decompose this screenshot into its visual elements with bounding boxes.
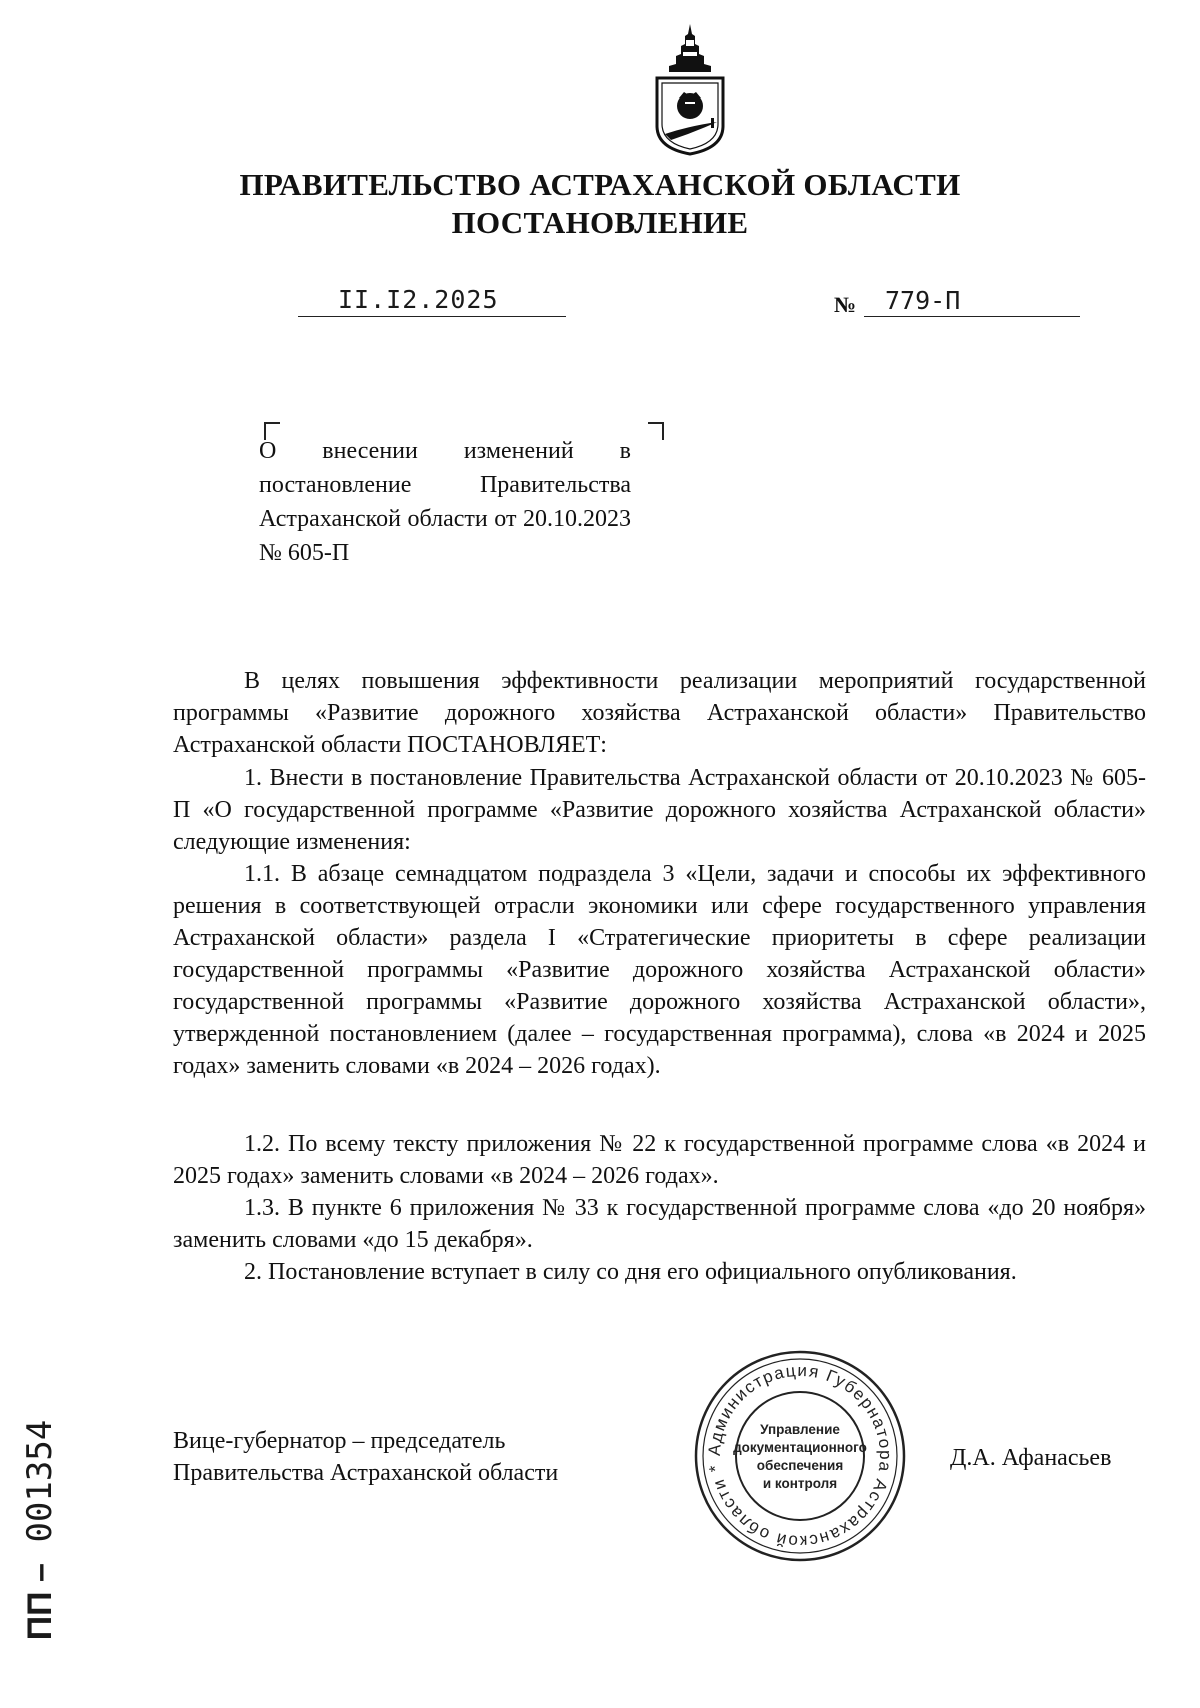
official-seal — [690, 1348, 910, 1564]
seal-ring-text: Администрация Губернатора Астраханской области * — [704, 1360, 896, 1552]
clause-1-1: 1.1. В абзаце семнадцатом подраздела 3 «Цели, задачи и способы их эффективного решения в соответствующей отрасли экономики или сфере государственного управления Астраханской области» раздела I «Стратегические приоритеты в сфере реализации государственной программы «Развитие дорожного хозяйства Астраханской области» государственной программы «Развитие дорожного хозяйства Астраханской области», утвержденной постановлением (далее – государственная программа), слова «в 2024 и 2025 годах» заменить словами «в 2024 – 2026 годах). — [173, 861, 1146, 1079]
intro-paragraph: В целях повышения эффективности реализации мероприятий государственной программы «Развитие дорожного хозяйства Астраханской области» Правительство Астраханской области ПОСТАНОВЛЯЕТ: — [173, 668, 1146, 758]
document-number: 779-П — [885, 286, 961, 315]
seal-center-line2: документационного — [733, 1440, 867, 1455]
subject-corner-right — [648, 422, 664, 440]
registration-digits: 001354 — [20, 1419, 60, 1543]
signer-position — [173, 1425, 558, 1489]
seal-center-line3: обеспечения — [756, 1458, 844, 1473]
clause-1-2: 1.2. По всему тексту приложения № 22 к государственной программе слова «в 2024 и 2025 годах» заменить словами «в 2024 – 2026 годах». — [173, 1131, 1146, 1189]
number-underline — [864, 316, 1080, 317]
coat-of-arms-icon — [651, 22, 729, 158]
seal-center-line1: Управление — [760, 1422, 840, 1437]
date-underline — [298, 316, 566, 317]
document-subject: О внесении изменений в постановление Правительства Астраханской области от 20.10.2023 № 605-П — [259, 438, 631, 566]
clause-1: 1. Внести в постановление Правительства Астраханской области от 20.10.2023 № 605-П «О государственной программе «Развитие дорожного хозяйства Астраханской области» следующие изменения: — [173, 765, 1146, 855]
number-sign: № — [834, 292, 857, 317]
registration-prefix: ПП – — [21, 1563, 59, 1641]
signer-name: Д.А. Афанасьев — [950, 1445, 1112, 1471]
document-date: II.I2.2025 — [338, 285, 499, 314]
signer-position-line2: Правительства Астраханской области — [173, 1460, 559, 1486]
organization-name: ПРАВИТЕЛЬСТВО АСТРАХАНСКОЙ ОБЛАСТИ — [239, 167, 961, 202]
seal-center-line4: и контроля — [762, 1476, 838, 1491]
document-type: ПОСТАНОВЛЕНИЕ — [451, 205, 749, 240]
registration-number — [20, 1420, 60, 1641]
clause-1-3: 1.3. В пункте 6 приложения № 33 к государственной программе слова «до 20 ноября» заменить словами «до 15 декабря». — [173, 1195, 1146, 1253]
clause-2: 2. Постановление вступает в силу со дня его официального опубликования. — [244, 1259, 1017, 1285]
signer-position-line1: Вице-губернатор – председатель — [173, 1428, 506, 1454]
